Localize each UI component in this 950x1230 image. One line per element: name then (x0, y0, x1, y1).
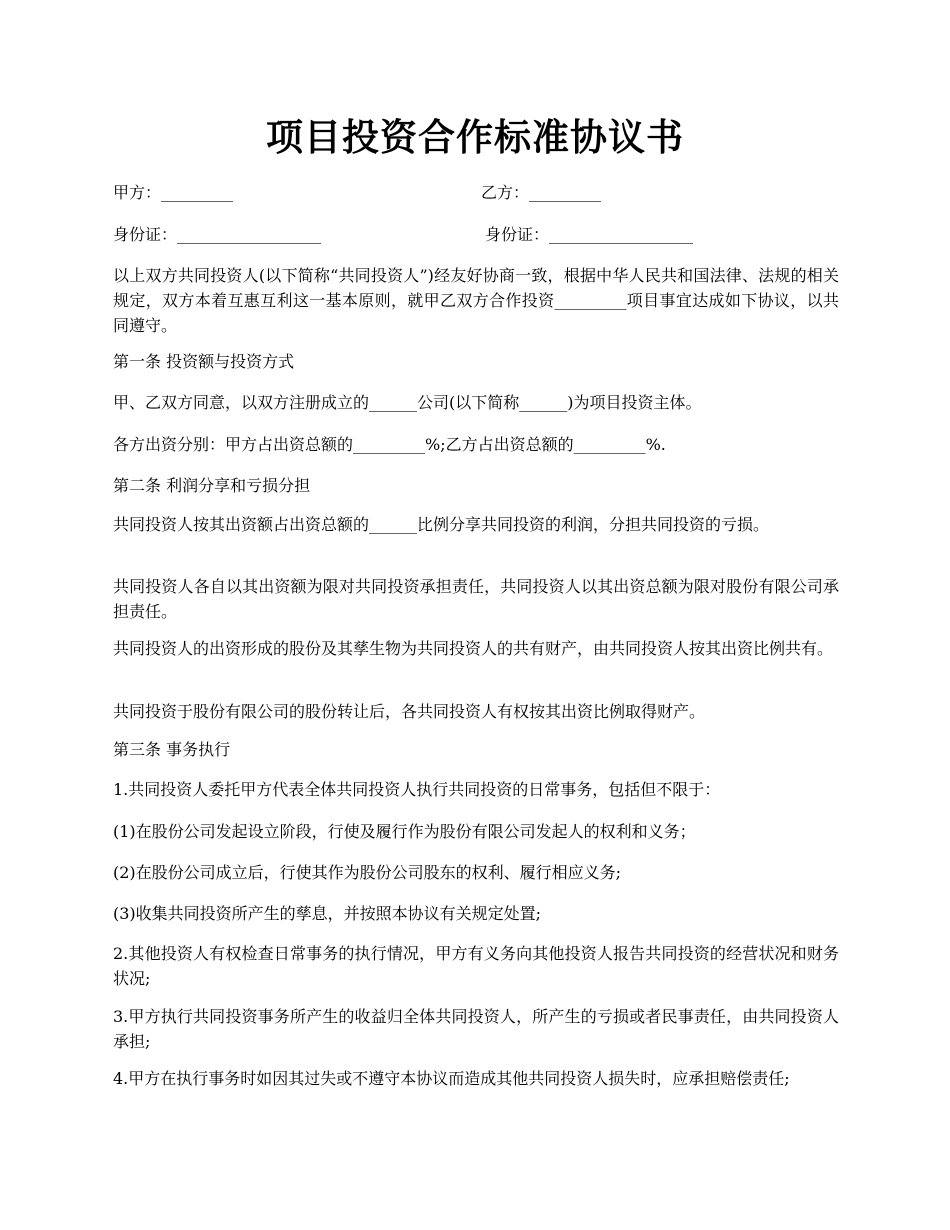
article-3-item-1: 1.共同投资人委托甲方代表全体共同投资人执行共同投资的日常事务，包括但不限于： (113, 780, 721, 799)
article-2-paragraph-3: 共同投资人的出资形成的股份及其孳生物为共同投资人的共有财产，由共同投资人按其出资比例共有。 (113, 639, 834, 658)
article-2-heading: 第二条 利润分享和亏损分担 (113, 476, 311, 495)
article-1-heading: 第一条 投资额与投资方式 (113, 352, 295, 371)
article-3-item-2: 2.其他投资人有权检查日常事务的执行情况，甲方有义务向其他投资人报告共同投资的经营状况和财务状况; (113, 944, 839, 988)
article-3-item-1-1: (1)在股份公司发起设立阶段，行使及履行作为股份有限公司发起人的权利和义务； (113, 822, 696, 841)
party-a-id-field: 身份证：__________________ (113, 225, 322, 244)
article-2-paragraph-1: 共同投资人按其出资额占出资总额的______比例分享共同投资的利润，分担共同投资的亏损。 (113, 515, 770, 534)
article-2-paragraph-4: 共同投资于股份有限公司的股份转让后，各共同投资人有权按其出资比例取得财产。 (113, 702, 706, 721)
article-3-item-1-2: (2)在股份公司成立后，行使其作为股份公司股东的权利、履行相应义务; (113, 863, 622, 882)
article-3-item-3: 3.甲方执行共同投资事务所产生的收益归全体共同投资人，所产生的亏损或者民事责任，由共同投资人承担; (113, 1007, 839, 1051)
article-3-heading: 第三条 事务执行 (113, 740, 231, 759)
article-3-item-1-3: (3)收集共同投资所产生的孳息，并按照本协议有关规定处置; (113, 904, 542, 923)
article-3-item-4: 4.甲方在执行事务时如因其过失或不遵守本协议而造成其他共同投资人损失时，应承担赔偿责任; (113, 1069, 790, 1088)
article-1-paragraph-1: 甲、乙双方同意，以双方注册成立的______公司(以下简称______)为项目投资主体。 (113, 393, 702, 412)
intro-paragraph: 以上双方共同投资人(以下简称“共同投资人”)经友好协商一致，根据中华人民共和国法律、法规的相关规定，双方本着互惠互利这一基本原则，就甲乙双方合作投资_________项目事宜达成如下协议，以共同遵守。 (113, 266, 839, 335)
article-2-paragraph-2: 共同投资人各自以其出资额为限对共同投资承担责任，共同投资人以其出资总额为限对股份有限公司承担责任。 (113, 577, 839, 621)
article-1-paragraph-2: 各方出资分别：甲方占出资总额的_________%;乙方占出资总额的_________%. (113, 435, 666, 454)
party-b-id-field: 身份证：__________________ (485, 225, 694, 244)
party-b-field: 乙方：_________ (481, 183, 602, 202)
document-title: 项目投资合作标准协议书 (266, 115, 684, 159)
party-a-field: 甲方：_________ (113, 183, 234, 202)
